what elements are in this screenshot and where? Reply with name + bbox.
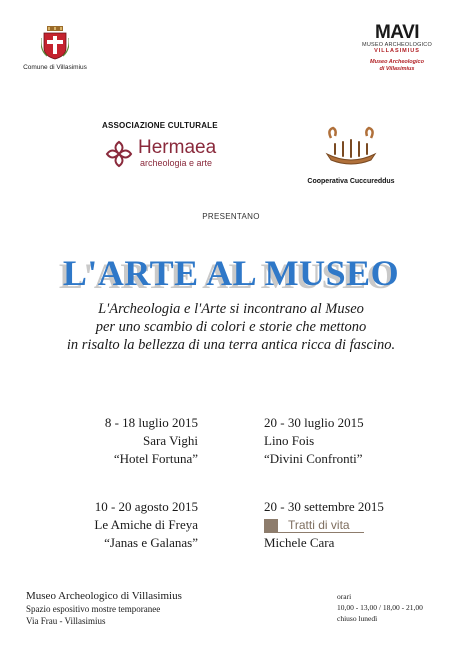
hours-value: 10,00 - 13,00 / 18,00 - 21,00 [337, 603, 423, 612]
mavi-mark: MAVI [374, 22, 420, 43]
intro-line-2: per uno scambio di colori e storie che mettono [95, 319, 367, 335]
hours-label: orari [337, 592, 352, 601]
event-title: L'ARTE AL MUSEO [62, 253, 400, 293]
hermaea-tagline: archeologia e arte [140, 158, 213, 168]
presentano-label: PRESENTANO [202, 212, 260, 221]
boat-icon [321, 124, 381, 170]
cooperativa-logo [296, 124, 406, 185]
mavi-museo-label: MUSEO ARCHEOLOGICO [362, 42, 432, 48]
event-work: “Hotel Fortuna” [113, 451, 198, 466]
footer-hours [337, 591, 423, 624]
event-dates: 20 - 30 settembre 2015 [264, 499, 384, 514]
hermaea-name: Hermaea [138, 137, 217, 158]
mavi-town-label: VILLASIMIUS [374, 48, 420, 54]
mavi-caption-line-2: di Villasimius [379, 66, 415, 72]
tratti-di-vita-logo [264, 516, 384, 534]
event-artist: Le Amiche di Freya [94, 517, 198, 532]
comune-logo [20, 26, 90, 71]
event-dates: 8 - 18 luglio 2015 [104, 415, 198, 430]
intro-line-1: L'Archeologia e l'Arte si incontrano al Museo [98, 301, 364, 317]
footer-venue [26, 590, 182, 627]
event-2 [264, 414, 364, 468]
footer-space: Spazio espositivo mostre temporanee [26, 604, 161, 614]
event-artist: Sara Vighi [143, 433, 198, 448]
hermaea-logo [104, 137, 224, 171]
cooperativa-label: Cooperativa Cuccureddus [307, 178, 395, 185]
tratti-logo-text: Tratti di vita [288, 518, 350, 532]
event-artist: Lino Fois [264, 433, 315, 448]
tratti-underline [264, 532, 364, 533]
event-work: “Janas e Galanas” [104, 535, 198, 550]
event-dates: 10 - 20 agosto 2015 [94, 499, 198, 514]
mavi-caption-line-1: Museo Archeologico [370, 59, 424, 65]
event-work: “Divini Confronti” [264, 451, 363, 466]
intro-text [0, 300, 462, 354]
intro-line-3: in risalto la bellezza di una terra antica ricca di fascino. [66, 337, 396, 353]
event-1 [105, 414, 198, 468]
hermaea-ornament-icon [104, 139, 134, 169]
footer-address: Via Frau - Villasimius [26, 616, 106, 626]
event-dates: 20 - 30 luglio 2015 [264, 415, 364, 430]
comune-crest-icon [41, 26, 69, 60]
event-artist: Michele Cara [264, 535, 335, 550]
closed-day: chiuso lunedì [337, 614, 378, 623]
event-3 [94, 498, 198, 552]
mavi-caption [352, 59, 442, 73]
comune-label: Comune di Villasimius [23, 64, 87, 71]
mavi-logo [352, 24, 442, 73]
footer-museum: Museo Archeologico di Villasimius [26, 590, 182, 602]
tratti-brush-icon [264, 519, 278, 532]
associazione-label: ASSOCIAZIONE CULTURALE [102, 121, 218, 130]
event-4 [264, 498, 384, 552]
